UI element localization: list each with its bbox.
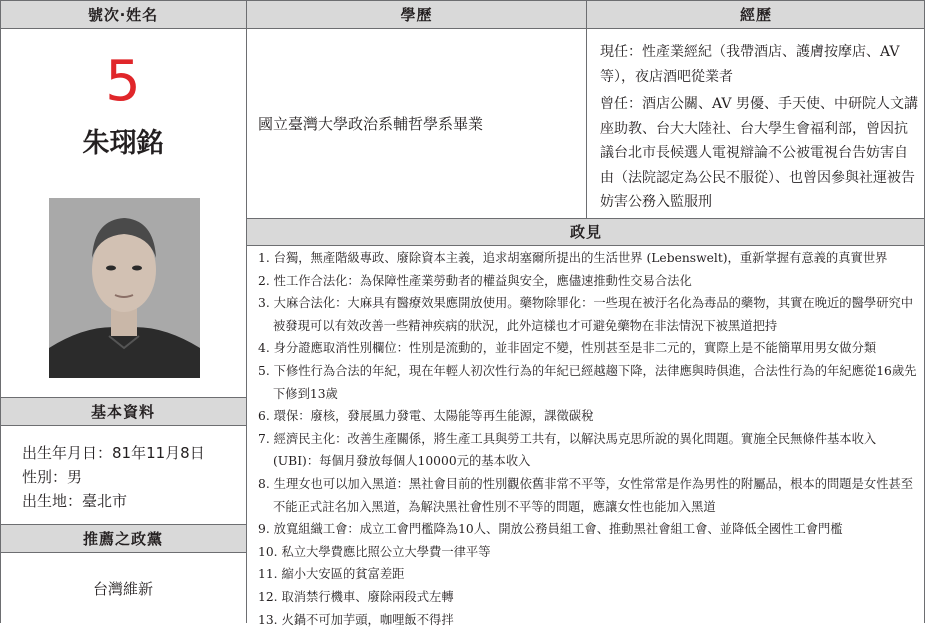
header-views: 政見 (247, 218, 925, 245)
grid-line (0, 552, 247, 553)
view-item: 4. 身分證應取消性別欄位：性別是流動的，並非固定不變，性別甚至是非二元的，實際上是不能簡單用男女做分類 (258, 337, 922, 360)
view-item: 1. 台獨，無產階級專政、廢除資本主義，追求胡塞爾所提出的生活世界 (Lebenswelt)，重新掌握有意義的真實世界 (258, 247, 922, 270)
birthplace: 出生地：臺北市 (22, 489, 205, 513)
grid-line (247, 245, 925, 246)
portrait-image (49, 198, 200, 378)
view-item: 10. 私立大學費應比照公立大學費一律平等 (258, 541, 922, 564)
experience-block (600, 40, 920, 218)
grid-line (0, 28, 925, 29)
grid-line (247, 218, 925, 219)
header-basic-info: 基本資料 (0, 397, 246, 425)
experience-past: 曾任：酒店公關、AV 男優、手天使、中研院人文講座助教、台大大陸社、台大學生會福利部，曾因抗議台北市長候選人電視辯論不公被電視台告妨害自由（法院認定為公民不服從）、也曾因參與社運被告妨害公務入監服刑 (600, 92, 920, 215)
grid-line (0, 397, 247, 398)
view-item: 5. 下修性行為合法的年紀，現在年輕人初次性行為的年紀已經越趨下降，法律應與時俱進，合法性行為的年紀應從16歲先下修到13歲 (258, 360, 922, 405)
education-text: 國立臺灣大學政治系輔哲學系畢業 (258, 113, 483, 134)
grid-line (0, 0, 925, 1)
candidate-number: 5 (0, 52, 246, 112)
gender: 性別：男 (22, 465, 205, 489)
view-item: 11. 縮小大安區的貧富差距 (258, 563, 922, 586)
header-education: 學歷 (247, 0, 586, 28)
grid-line (246, 0, 247, 623)
candidate-photo (49, 198, 200, 378)
view-item: 7. 經濟民主化：改善生產關係，將生產工具與勞工共有，以解決馬克思所說的異化問題。實施全民無條件基本收入 (UBI)：每個月發放每個人10000元的基本收入 (258, 428, 922, 473)
view-item: 2. 性工作合法化：為保障性產業勞動者的權益與安全，應儘速推動性交易合法化 (258, 270, 922, 293)
party-name: 台灣維新 (0, 578, 246, 599)
header-number-name: 號次‧姓名 (0, 0, 246, 28)
candidate-name: 朱珝銘 (0, 124, 246, 164)
grid-line (0, 524, 247, 525)
grid-line (0, 425, 247, 426)
view-item: 12. 取消禁行機車、廢除兩段式左轉 (258, 586, 922, 609)
view-item: 8. 生理女也可以加入黑道：黑社會目前的性別觀依舊非常不平等，女性常常是作為男性的附屬品，根本的問題是女性甚至不能正式註名加入黑道，為解決黑社會性別不平等的問題，應讓女性也能加入黑道 (258, 473, 922, 518)
basic-info (22, 441, 205, 513)
experience-current: 現任：性產業經紀（我帶酒店、護膚按摩店、AV等），夜店酒吧從業者 (600, 40, 920, 89)
view-item: 9. 放寬組織工會：成立工會門檻降為10人、開放公務員組工會、推動黑社會組工會、並降低全國性工會門檻 (258, 518, 922, 541)
birth-date: 出生年月日：81年11月8日 (22, 441, 205, 465)
view-item: 13. 火鍋不可加芋頭，咖哩飯不得拌 (258, 609, 922, 631)
grid-line (586, 0, 587, 218)
view-item: 3. 大麻合法化：大麻具有醫療效果應開放使用。藥物除罪化：一些現在被汙名化為毒品的藥物，其實在晚近的醫學研究中被發現可以有效改善一些精神疾病的狀況，此外這樣也才可避免藥物在非法情況下被黑道把持 (258, 292, 922, 337)
header-party: 推薦之政黨 (0, 524, 246, 552)
header-experience: 經歷 (587, 0, 925, 28)
views-list (258, 247, 922, 631)
view-item: 6. 環保：廢核，發展風力發電、太陽能等再生能源，課徵碳稅 (258, 405, 922, 428)
